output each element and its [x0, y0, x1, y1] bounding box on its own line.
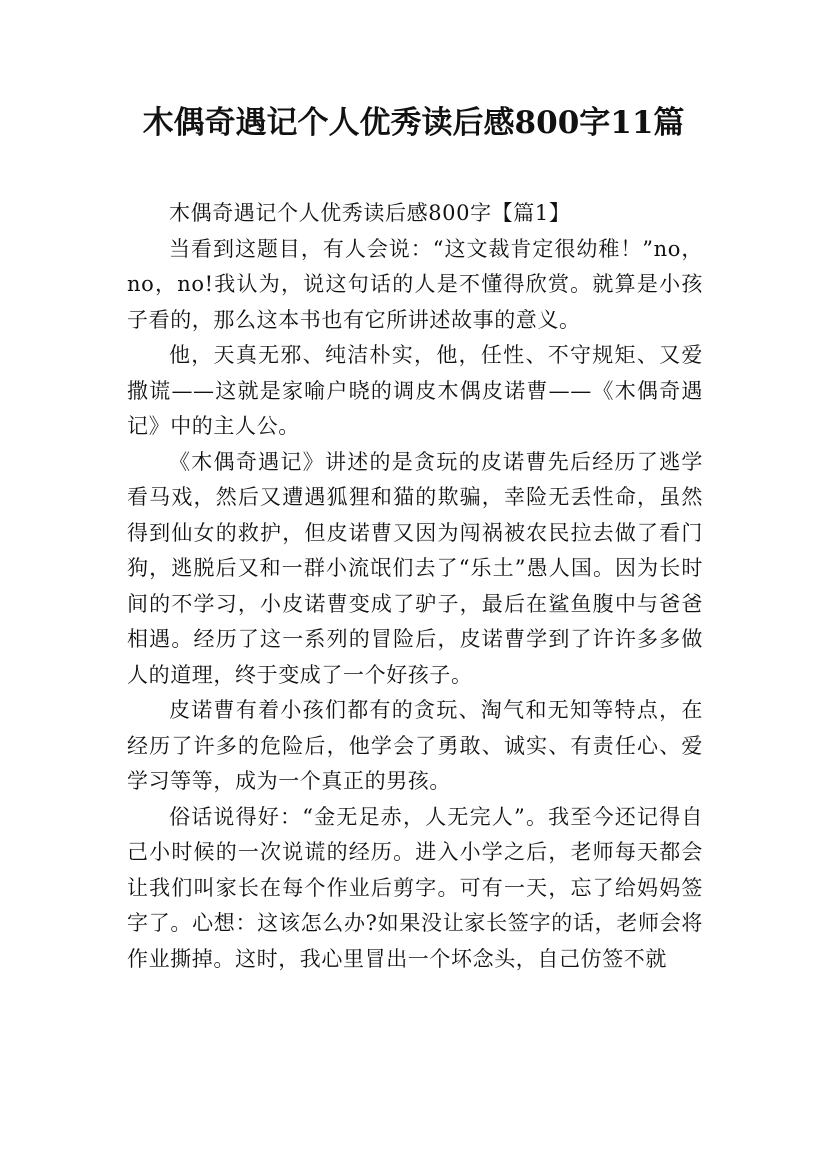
paragraph: 俗话说得好：“金无足赤，人无完人”。我至今还记得自己小时候的一次说谎的经历。进入小学之后，老师每天都会让我们叫家长在每个作业后剪字。可有一天，忘了给妈妈签字了。心想：这该怎么办?如果没让家长签字的话，老师会将作业撕掉。这时，我心里冒出一个坏念头，自己仿签不就	[127, 804, 703, 971]
document-body	[127, 196, 703, 977]
document-title: 木偶奇遇记个人优秀读后感800字11篇	[142, 105, 685, 141]
paragraph: 当看到这题目，有人会说：“这文裁肯定很幼稚！”no，no，no!我认为，说这句话的人是不懂得欣赏。就算是小孩子看的，那么这本书也有它所讲述故事的意义。	[127, 236, 703, 332]
section-heading: 木偶奇遇记个人优秀读后感800字【篇1】	[169, 201, 571, 225]
paragraph: 皮诺曹有着小孩们都有的贪玩、淘气和无知等特点，在经历了许多的危险后，他学会了勇敢、诚实、有责任心、爱学习等等，成为一个真正的男孩。	[127, 698, 703, 793]
paragraph: 《木偶奇遇记》讲述的是贪玩的皮诺曹先后经历了逃学看马戏，然后又遭遇狐狸和猫的欺骗，幸险无丢性命，虽然得到仙女的救护，但皮诺曹又因为闯祸被农民拉去做了看门狗，逃脱后又和一群小流氓们去了“乐土”愚人国。因为长时间的不学习，小皮诺曹变成了驴子，最后在鲨鱼腹中与爸爸相遇。经历了这一系列的冒险后，皮诺曹学到了许许多多做人的道理，终于变成了一个好孩子。	[127, 449, 703, 687]
paragraph: 他，天真无邪、纯洁朴实，他，任性、不守规矩、又爱撒谎——这就是家喻户晓的调皮木偶皮诺曹——《木偶奇遇记》中的主人公。	[127, 343, 703, 438]
